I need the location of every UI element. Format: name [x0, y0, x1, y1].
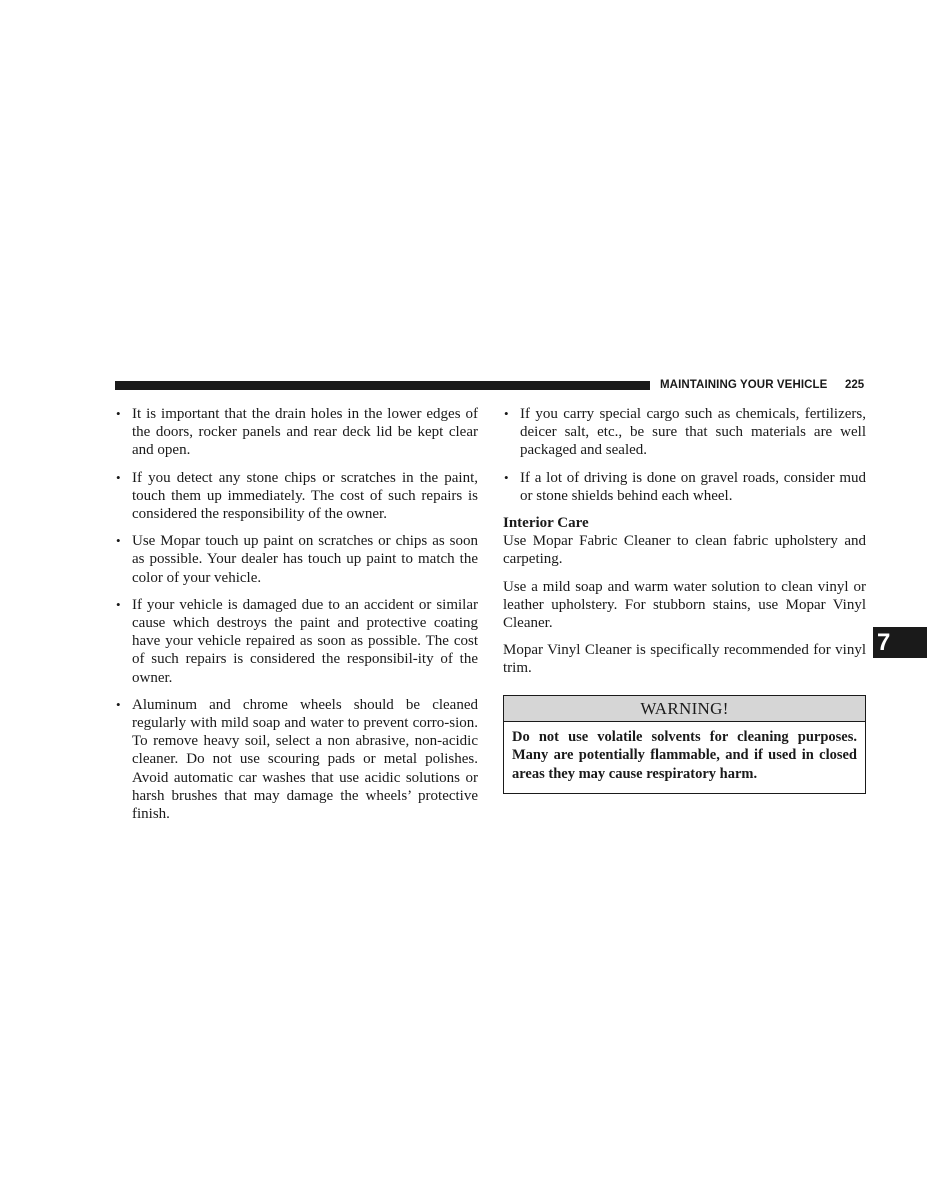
right-bullet-list	[503, 405, 866, 505]
header-rule	[115, 381, 650, 390]
list-item-text: It is important that the drain holes in the lower edges of the doors, rocker panels and rear deck lid be kept clear and open.	[132, 406, 478, 459]
list-item-text: If you detect any stone chips or scratches in the paint, touch them up immediately. The cost of such repairs is considered the responsibility of the owner.	[132, 469, 478, 523]
list-item-text: If a lot of driving is done on gravel roads, consider mud or stone shields behind each wheel.	[520, 469, 866, 504]
bullet-icon: •	[504, 406, 509, 421]
paragraph: Mopar Vinyl Cleaner is specifically recommended for vinyl trim.	[503, 642, 866, 677]
list-item-text: Aluminum and chrome wheels should be cleaned regularly with mild soap and water to prevent corro-sion. To remove heavy soil, select a non abrasive, non-acidic cleaner. Do not use scouring pads or metal polishes. Avoid automatic car washes that use acidic solutions or harsh brushes that may damage the wheels’ protective finish.	[132, 696, 478, 823]
list-item-text: If your vehicle is damaged due to an accident or similar cause which destroys the paint and protective coating have your vehicle repaired as soon as possible. The cost of such repairs is considered the responsibil-ity of the owner.	[132, 596, 478, 686]
right-column	[503, 405, 866, 794]
chapter-number: 7	[877, 629, 891, 656]
list-item-text: If you carry special cargo such as chemicals, fertilizers, deicer salt, etc., be sure that such materials are well packaged and sealed.	[520, 406, 866, 459]
list-item	[115, 405, 478, 460]
interior-care-heading: Interior Care	[503, 515, 589, 532]
warning-box	[503, 695, 866, 795]
list-item	[115, 596, 478, 687]
left-bullet-list	[115, 405, 478, 823]
list-item-text: Use Mopar touch up paint on scratches or chips as soon as possible. Your dealer has touch up paint to match the color of your vehicle.	[132, 533, 478, 586]
list-item	[115, 532, 478, 587]
page-number: 225	[845, 379, 865, 391]
bullet-icon: •	[116, 406, 121, 421]
left-column	[115, 405, 478, 832]
list-item	[503, 405, 866, 460]
bullet-icon: •	[116, 696, 121, 712]
chapter-tab	[873, 627, 927, 658]
warning-text: Do not use volatile solvents for cleaning purposes. Many are potentially flammable, and if used in closed areas they may cause respiratory harm.	[512, 728, 857, 782]
list-item	[115, 469, 478, 524]
bullet-icon: •	[116, 533, 121, 549]
bullet-icon: •	[116, 596, 121, 612]
section-title: MAINTAINING YOUR VEHICLE	[660, 379, 828, 391]
bullet-icon: •	[116, 469, 121, 485]
list-item	[115, 696, 478, 823]
bullet-icon: •	[504, 469, 509, 485]
paragraph: Use Mopar Fabric Cleaner to clean fabric upholstery and carpeting.	[503, 533, 866, 568]
warning-title: WARNING!	[504, 696, 865, 722]
paragraph: Use a mild soap and warm water solution to clean vinyl or leather upholstery. For stubborn stains, use Mopar Vinyl Cleaner.	[503, 578, 866, 632]
list-item	[503, 469, 866, 505]
